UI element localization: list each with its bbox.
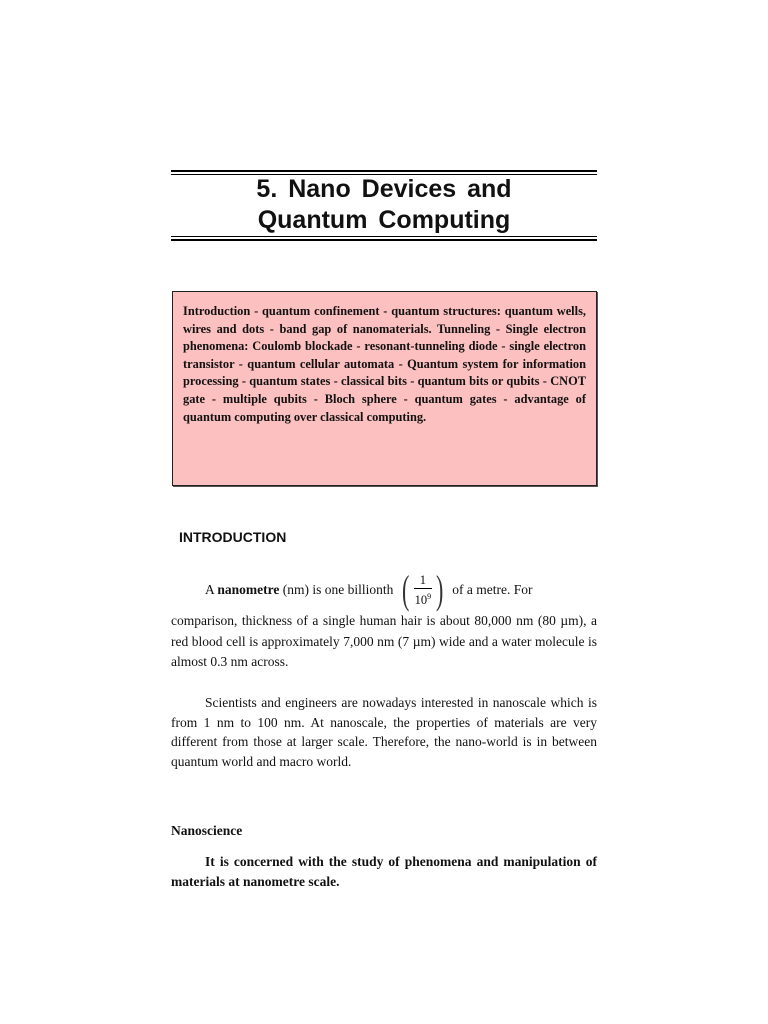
left-paren: ( <box>402 567 410 612</box>
nanoscience-definition: It is concerned with the study of phenomena and manipulation of materials at nanometre scale. <box>171 854 597 889</box>
chapter-title <box>171 174 597 236</box>
chapter-title-line-2: Quantum Computing <box>257 206 511 234</box>
para1-continuation: comparison, thickness of a single human hair is about 80,000 nm (80 µm), a red blood cell is approximately 7,000 nm (7 µm) wide and a water molecule is almost 0.3 nm across. <box>171 613 597 669</box>
title-bottom-rule-thick <box>171 239 597 241</box>
para1-after-term: (nm) is one billionth <box>279 582 394 597</box>
nanoscience-heading: Nanoscience <box>171 823 243 838</box>
fraction-numerator: 1 <box>414 572 432 589</box>
one-billionth-fraction <box>399 567 446 612</box>
fraction-denominator <box>415 589 432 608</box>
title-bottom-rule-thin <box>171 236 597 237</box>
fraction <box>414 572 432 608</box>
syllabus-box <box>172 291 597 486</box>
introduction-heading: INTRODUCTION <box>179 529 287 545</box>
para1-after-fraction: of a metre. For <box>452 582 533 597</box>
fraction-denominator-exponent: 9 <box>427 592 432 601</box>
para1-lead: A <box>205 582 218 597</box>
syllabus-text: Introduction - quantum confinement - quantum structures: quantum wells, wires and dots - band gap of nanomaterials. Tunneling - Single electron phenomena: Coulomb blockade - resonant-tunneling diode - single electron transistor - quantum cellular automata - Quantum system for information processing - quantum states - classical bits - quantum bits or qubits - CNOT gate - multiple qubits - Bloch sphere - quantum gates - advantage of quantum computing over classical computing. <box>183 304 586 424</box>
para2: Scientists and engineers are nowadays interested in nanoscale which is from 1 nm to 100 nm. At nanoscale, the properties of materials are very different from those at larger scale. Therefore, the nano-world is in between quantum world and macro world. <box>171 695 597 769</box>
nanometre-term: nanometre <box>217 582 280 597</box>
nanometre-definition-line <box>205 568 597 612</box>
fraction-denominator-base: 10 <box>414 593 428 607</box>
right-paren: ) <box>435 567 444 612</box>
title-top-rule-thick <box>171 170 597 172</box>
chapter-title-line-1: 5. Nano Devices and <box>256 175 512 203</box>
